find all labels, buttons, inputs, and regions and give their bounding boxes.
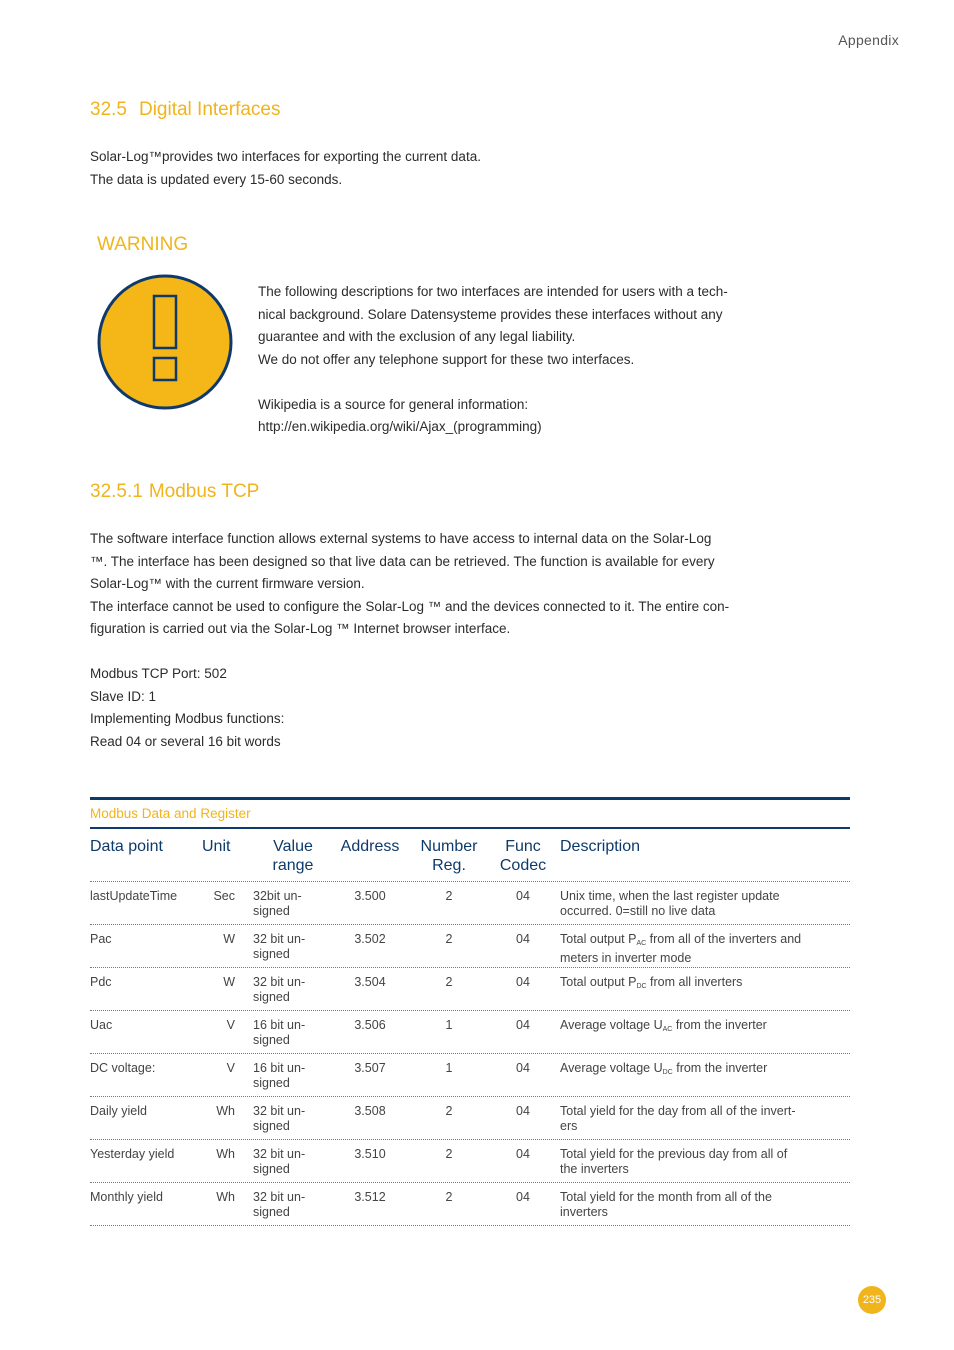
- cell-range-line2: signed: [253, 1119, 290, 1133]
- cell-description-text: Average voltage U: [560, 1018, 663, 1032]
- cell-range-line1: 32 bit un-: [253, 1104, 306, 1118]
- subsection-text: [90, 528, 729, 753]
- warning-line: nical background. Solare Datensysteme provides these interfaces without any: [258, 306, 723, 322]
- cell-range-line1: 32 bit un-: [253, 1190, 306, 1204]
- cell-description: [560, 932, 848, 966]
- section-intro: [90, 146, 481, 191]
- header-number-line1: Number: [420, 838, 478, 855]
- cell-address: 3.512: [354, 1190, 386, 1204]
- cell-value-range: [253, 975, 323, 1005]
- cell-description-subscript: DC: [636, 983, 647, 990]
- table-header: [90, 829, 850, 882]
- cell-number-reg: 2: [445, 1104, 453, 1118]
- cell-range-line1: 16 bit un-: [253, 1061, 306, 1075]
- cell-range-line2: signed: [253, 947, 290, 961]
- cell-number-reg: 2: [445, 932, 453, 946]
- subsection-title: Modbus TCP: [148, 481, 260, 502]
- cell-value-range: [253, 1104, 323, 1134]
- modbus-line: Solar-Log™ with the current firmware version.: [90, 576, 365, 591]
- cell-unit: W: [223, 975, 235, 989]
- modbus-functions: Implementing Modbus functions:: [90, 711, 285, 726]
- modbus-line: [90, 641, 729, 664]
- cell-range-line1: 32 bit un-: [253, 1147, 306, 1161]
- modbus-read: Read 04 or several 16 bit words: [90, 733, 281, 749]
- cell-description-line2: the inverters: [560, 1162, 629, 1176]
- modbus-register-table: [90, 797, 850, 1226]
- cell-description-text: Total yield for the previous day from all of: [560, 1147, 788, 1161]
- header-value-range-line2: range: [272, 857, 314, 874]
- header-value-range: [258, 837, 328, 875]
- cell-data-point: Yesterday yield: [90, 1147, 175, 1161]
- warning-line: Wikipedia is a source for general information:: [258, 396, 529, 412]
- cell-func-code: 04: [516, 1104, 530, 1118]
- modbus-line: The software interface function allows external systems to have access to internal data on the Solar-Log: [90, 531, 712, 546]
- intro-line: The data is updated every 15-60 seconds.: [90, 171, 343, 187]
- cell-description-subscript: DC: [662, 1069, 673, 1076]
- modbus-line: figuration is carried out via the Solar-Log ™ Internet browser interface.: [90, 621, 511, 636]
- cell-address: 3.504: [354, 975, 386, 989]
- warning-text: [258, 281, 728, 439]
- cell-range-line1: 32 bit un-: [253, 932, 306, 946]
- header-func-line2: Codec: [499, 857, 547, 874]
- cell-number-reg: 2: [445, 889, 453, 903]
- cell-number-reg: 2: [445, 975, 453, 989]
- cell-description-text: Total yield for the month from all of the: [560, 1190, 772, 1204]
- cell-func-code: 04: [516, 1061, 530, 1075]
- cell-description: [560, 1018, 848, 1037]
- header-address: Address: [340, 838, 400, 855]
- table-row: [90, 968, 850, 1011]
- cell-description: [560, 1190, 848, 1220]
- cell-address: 3.506: [354, 1018, 386, 1032]
- cell-data-point: Monthly yield: [90, 1190, 163, 1204]
- header-data-point: Data point: [90, 838, 163, 855]
- warning-line: [258, 371, 728, 394]
- wikipedia-link[interactable]: http://en.wikipedia.org/wiki/Ajax_(programming): [258, 419, 542, 434]
- table-caption: Modbus Data and Register: [90, 806, 251, 821]
- table-body: [90, 882, 850, 1226]
- modbus-port: Modbus TCP Port: 502: [90, 666, 227, 681]
- page-number-badge: 235: [858, 1286, 886, 1314]
- cell-range-line2: signed: [253, 1033, 290, 1047]
- modbus-slave-id: Slave ID: 1: [90, 688, 157, 704]
- table-row: [90, 882, 850, 925]
- cell-value-range: [253, 1190, 323, 1220]
- cell-address: 3.507: [354, 1061, 386, 1075]
- cell-address: 3.510: [354, 1147, 386, 1161]
- modbus-line: The interface cannot be used to configure the Solar-Log ™ and the devices connected to it. The entire con-: [90, 598, 730, 614]
- cell-description-text: from all of the inverters and: [646, 932, 802, 946]
- cell-unit: Wh: [216, 1104, 235, 1118]
- cell-description-text: from the inverter: [672, 1018, 767, 1032]
- cell-description: [560, 889, 848, 919]
- cell-description-text: Total output P: [560, 975, 637, 989]
- cell-range-line2: signed: [253, 1162, 290, 1176]
- cell-func-code: 04: [516, 889, 530, 903]
- section-title: Digital Interfaces: [138, 99, 281, 120]
- cell-func-code: 04: [516, 1147, 530, 1161]
- warning-line: We do not offer any telephone support for these two interfaces.: [258, 351, 635, 367]
- cell-unit: W: [223, 932, 235, 946]
- cell-func-code: 04: [516, 975, 530, 989]
- cell-data-point: Uac: [90, 1018, 113, 1032]
- cell-range-line2: signed: [253, 904, 290, 918]
- table-row: [90, 925, 850, 968]
- cell-value-range: [253, 889, 323, 919]
- section-number: 32.5: [90, 99, 127, 120]
- cell-value-range: [253, 1061, 323, 1091]
- cell-value-range: [253, 1018, 323, 1048]
- cell-description: [560, 1104, 848, 1134]
- cell-description-line2: ers: [560, 1119, 578, 1133]
- cell-data-point: Pdc: [90, 975, 112, 989]
- cell-unit: Sec: [213, 889, 235, 903]
- cell-number-reg: 1: [445, 1018, 453, 1032]
- section-heading: [90, 99, 281, 121]
- cell-range-line2: signed: [253, 1076, 290, 1090]
- cell-number-reg: 2: [445, 1190, 453, 1204]
- cell-address: 3.502: [354, 932, 386, 946]
- header-section-label: Appendix: [838, 32, 899, 48]
- cell-address: 3.508: [354, 1104, 386, 1118]
- modbus-line: ™. The interface has been designed so that live data can be retrieved. The function is available for every: [90, 553, 715, 569]
- cell-range-line1: 32bit un-: [253, 889, 302, 903]
- cell-unit: Wh: [216, 1147, 235, 1161]
- table-row: [90, 1011, 850, 1054]
- cell-description-text: Total yield for the day from all of the invert-: [560, 1104, 796, 1118]
- subsection-heading: [90, 481, 259, 503]
- table-row: [90, 1054, 850, 1097]
- cell-range-line1: 32 bit un-: [253, 975, 306, 989]
- header-value-range-line1: Value: [273, 838, 313, 855]
- cell-func-code: 04: [516, 1190, 530, 1204]
- cell-number-reg: 2: [445, 1147, 453, 1161]
- subsection-number: 32.5.1: [90, 481, 143, 502]
- cell-value-range: [253, 1147, 323, 1177]
- cell-unit: Wh: [216, 1190, 235, 1204]
- cell-func-code: 04: [516, 1018, 530, 1032]
- cell-unit: V: [226, 1018, 235, 1032]
- header-func-line1: Func: [505, 838, 541, 855]
- header-func-codec: [494, 837, 552, 875]
- cell-value-range: [253, 932, 323, 962]
- header-unit: Unit: [202, 838, 231, 855]
- table-row: [90, 1140, 850, 1183]
- cell-range-line2: signed: [253, 1205, 290, 1219]
- cell-description-subscript: AC: [662, 1026, 673, 1033]
- exclamation-warning-icon: [97, 274, 233, 410]
- cell-range-line2: signed: [253, 990, 290, 1004]
- cell-func-code: 04: [516, 932, 530, 946]
- warning-line: guarantee and with the exclusion of any legal liability.: [258, 329, 576, 344]
- cell-description-subscript: AC: [636, 940, 647, 947]
- header-number-line2: Reg.: [432, 857, 466, 874]
- cell-data-point: lastUpdateTime: [90, 889, 178, 903]
- cell-description-line2: meters in inverter mode: [560, 951, 692, 965]
- cell-range-line1: 16 bit un-: [253, 1018, 306, 1032]
- cell-data-point: DC voltage:: [90, 1061, 156, 1075]
- cell-description-text: from all inverters: [646, 975, 743, 989]
- cell-description: [560, 1147, 848, 1177]
- cell-unit: V: [226, 1061, 235, 1075]
- cell-description-text: Total output P: [560, 932, 637, 946]
- intro-line: Solar-Log™provides two interfaces for exporting the current data.: [90, 149, 481, 164]
- warning-line: The following descriptions for two interfaces are intended for users with a tech-: [258, 284, 728, 299]
- cell-description: [560, 975, 848, 994]
- header-description: Description: [560, 838, 641, 855]
- cell-description-text: from the inverter: [672, 1061, 768, 1075]
- warning-title: WARNING: [97, 234, 189, 255]
- cell-description: [560, 1061, 848, 1080]
- table-row: [90, 1183, 850, 1226]
- cell-data-point: Daily yield: [90, 1104, 147, 1118]
- cell-address: 3.500: [354, 889, 386, 903]
- cell-number-reg: 1: [445, 1061, 453, 1075]
- cell-description-text: Average voltage U: [560, 1061, 663, 1075]
- cell-description-text: Unix time, when the last register update: [560, 889, 780, 903]
- cell-data-point: Pac: [90, 932, 112, 946]
- header-number-reg: [412, 837, 486, 875]
- cell-description-line2: occurred. 0=still no live data: [560, 904, 716, 918]
- cell-description-line2: inverters: [560, 1205, 608, 1219]
- table-row: [90, 1097, 850, 1140]
